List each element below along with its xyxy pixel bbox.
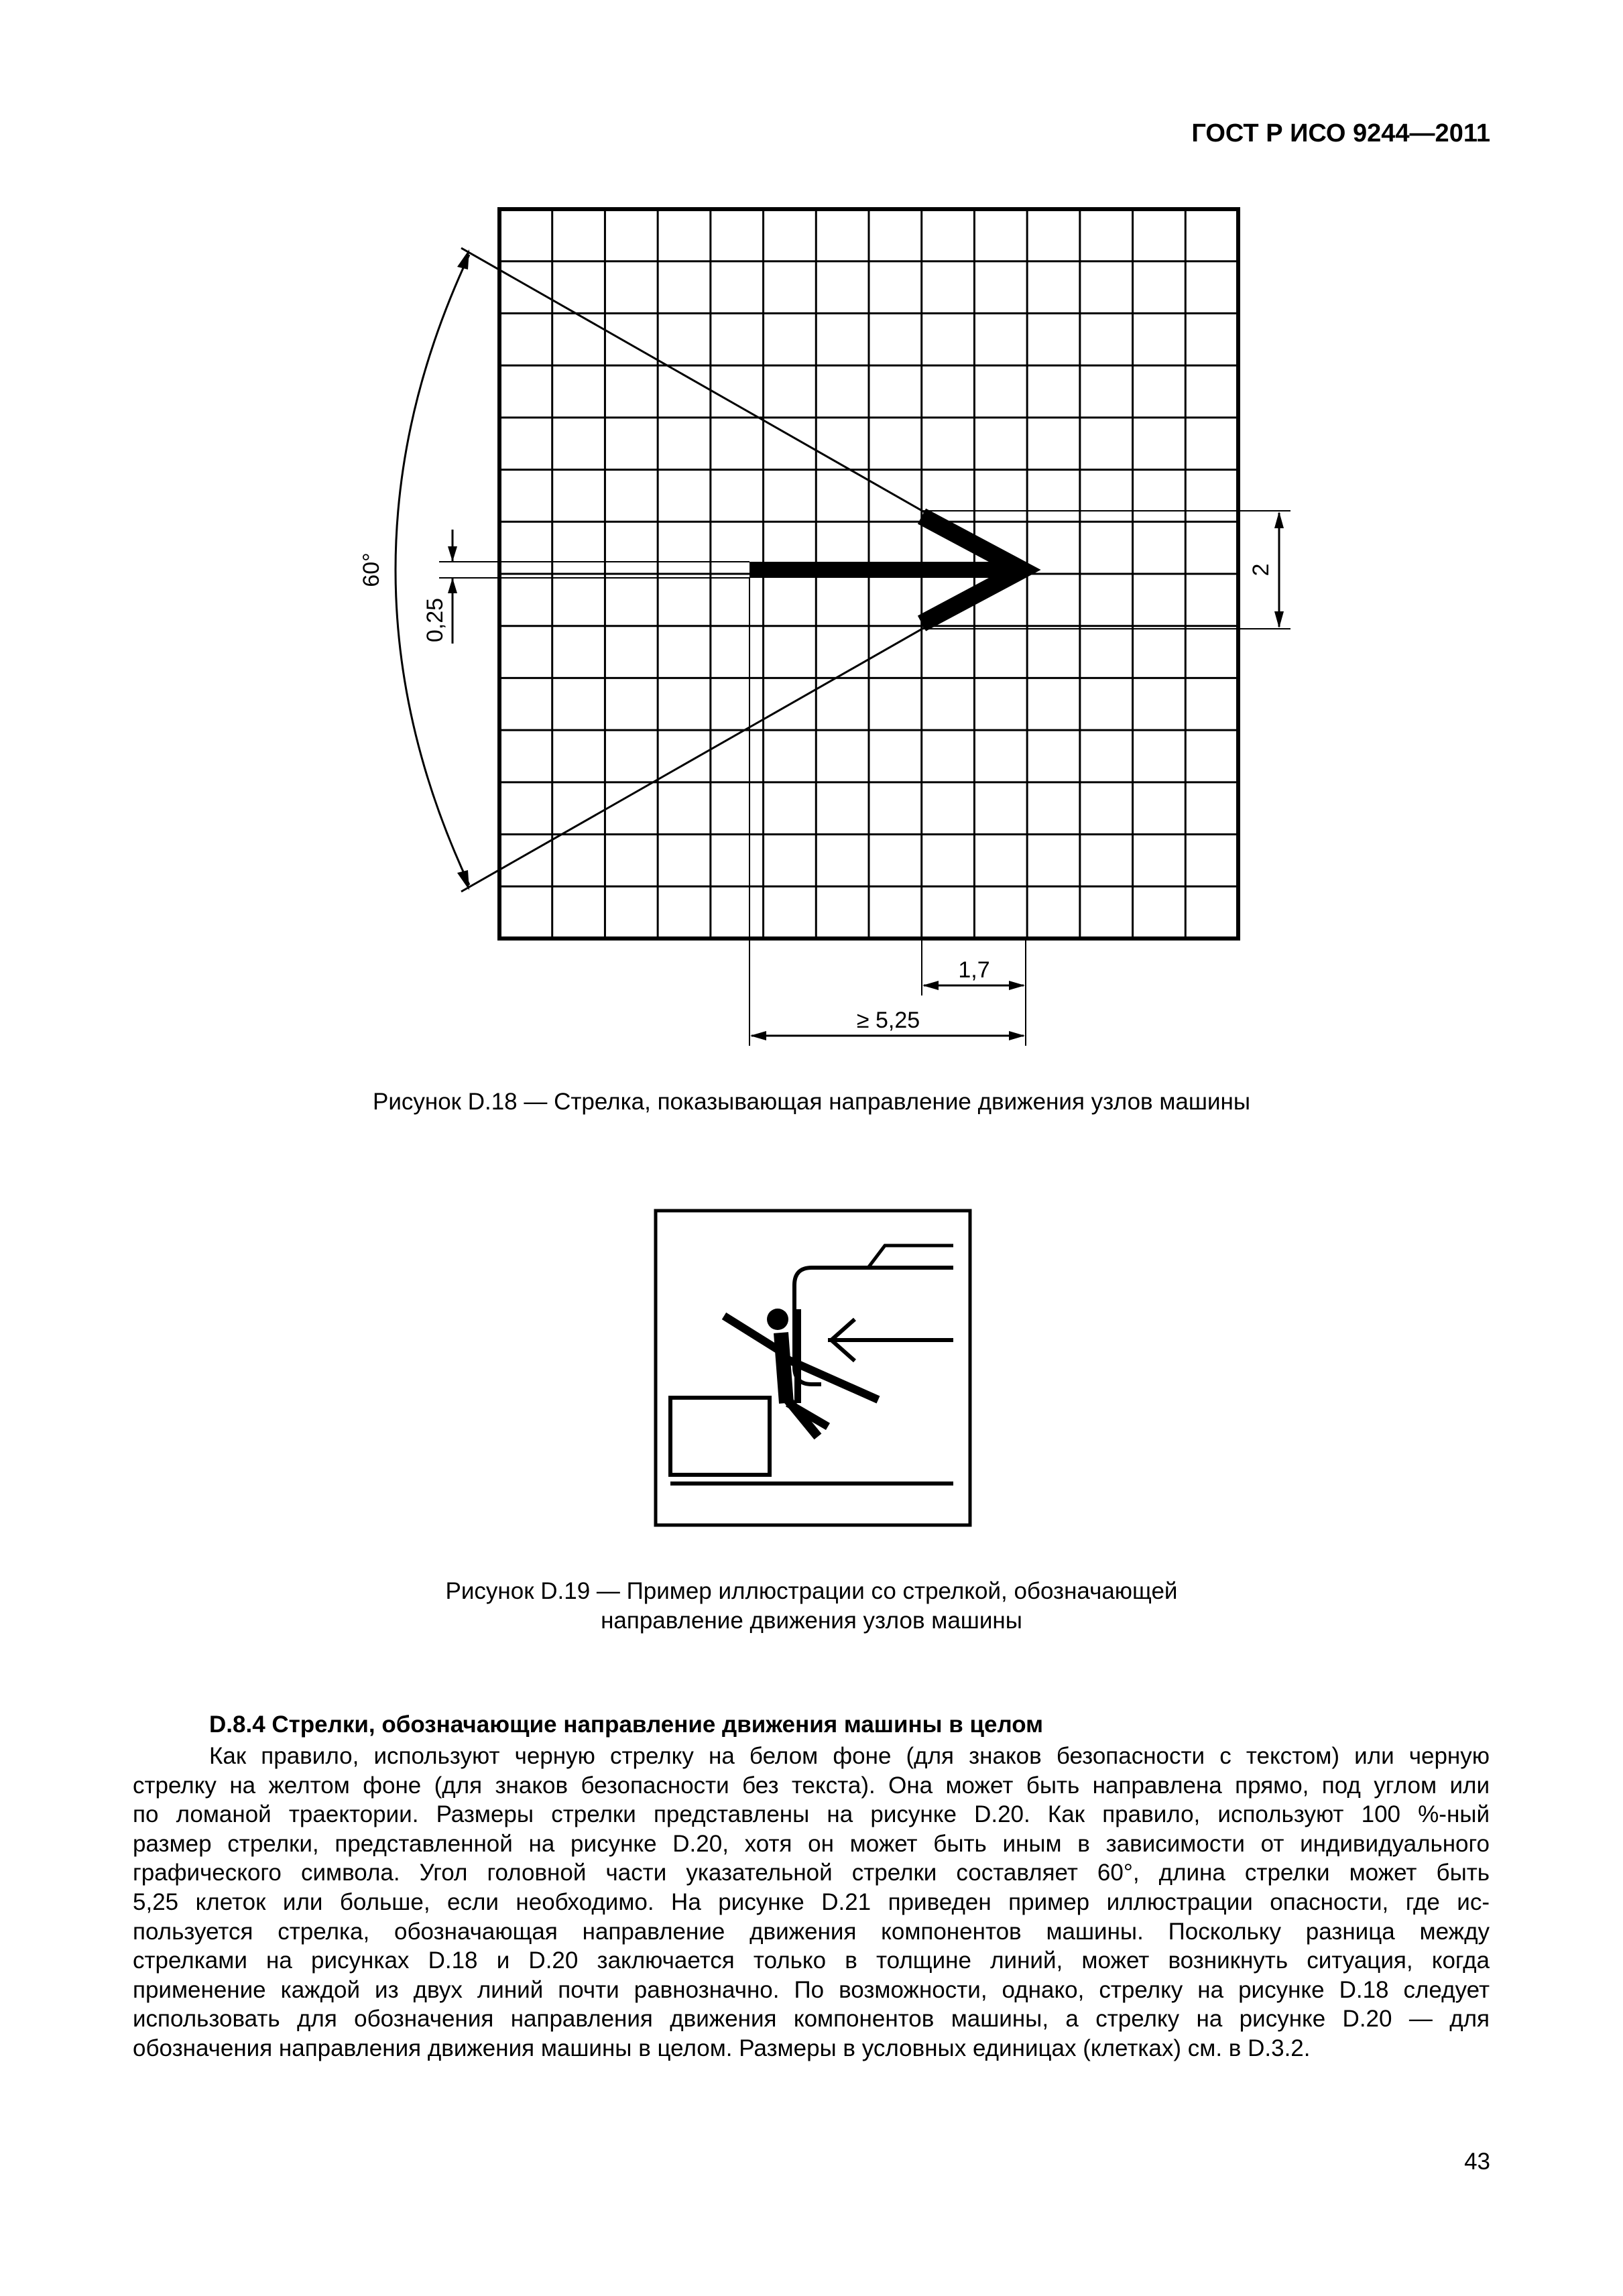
angle-label: 60° (359, 552, 384, 587)
head-length-label: 1,7 (958, 957, 990, 983)
paragraph-line: по ломаной траектории. Размеры стрелки представлены на рисунке D.20. Как правило, используют 100 %-ный (133, 1801, 1490, 1828)
thickness-label: 0,25 (422, 597, 448, 643)
arrow-shaft (749, 562, 1018, 578)
paragraph-line: 5,25 клеток или больше, если необходимо. На рисунке D.21 приведен пример иллюстрации опасности, где ис- (133, 1888, 1490, 1915)
figure-d19-hazard-illustration (654, 1209, 972, 1527)
page-number: 43 (1464, 2149, 1490, 2175)
figure-d18-caption: Рисунок D.18 — Стрелка, показывающая направление движения узлов машины (372, 1089, 1251, 1115)
arrow-symbol (749, 516, 1022, 623)
document-header: ГОСТ Р ИСО 9244—2011 (1191, 119, 1490, 147)
min-length-label: ≥ 5,25 (856, 1008, 920, 1033)
head-width-label: 2 (1248, 563, 1274, 577)
figure-d19-caption: Рисунок D.19 — Пример иллюстрации со стрелкой, обозначающей направление движения узлов машины (445, 1578, 1178, 1634)
paragraph-line: размер стрелки, представленной на рисунке D.20, хотя он может быть иным в зависимости от индивидуального (133, 1830, 1490, 1857)
paragraph-line: использовать для обозначения направления движения компонентов машины, а стрелку на рисунке D.20 — для (133, 2006, 1490, 2033)
angle-arc (396, 255, 469, 885)
paragraph-line: Как правило, используют черную стрелку на белом фоне (для знаков безопасности с текстом) или черную (209, 1743, 1490, 1769)
arc-arrowhead-top (457, 249, 469, 269)
paragraph-line: пользуется стрелка, обозначающая направление движения компонентов машины. Поскольку разница между (133, 1918, 1490, 1945)
paragraph-line: стрелку на желтом фоне (для знаков безопасности без текста). Она может быть направлена прямо, под углом или (133, 1772, 1490, 1799)
crate (670, 1398, 770, 1475)
paragraph-line: применение каждой из двух линий почти равнозначно. По возможности, однако, стрелку на рисунке D.18 следует (133, 1976, 1490, 2003)
section-title: D.8.4 Стрелки, обозначающие направление движения машины в целом (209, 1711, 1044, 1738)
figure-d18-arrow-grid (0, 0, 1623, 1073)
arc-arrowhead-bottom (457, 870, 469, 890)
paragraph-line: графического символа. Угол головной части указательной стрелки составляет 60°, длина стрелки может быть (133, 1860, 1490, 1886)
paragraph-line: стрелками на рисунках D.18 и D.20 заключается только в толщине линий, может возникнуть ситуация, когда (133, 1947, 1490, 1974)
paragraph-line: обозначения направления движения машины в целом. Размеры в условных единицах (клетках) см. в D.3.2. (133, 2035, 1311, 2061)
section-paragraph (133, 1742, 1490, 2063)
person-head (767, 1309, 788, 1330)
person-torso (781, 1333, 786, 1403)
